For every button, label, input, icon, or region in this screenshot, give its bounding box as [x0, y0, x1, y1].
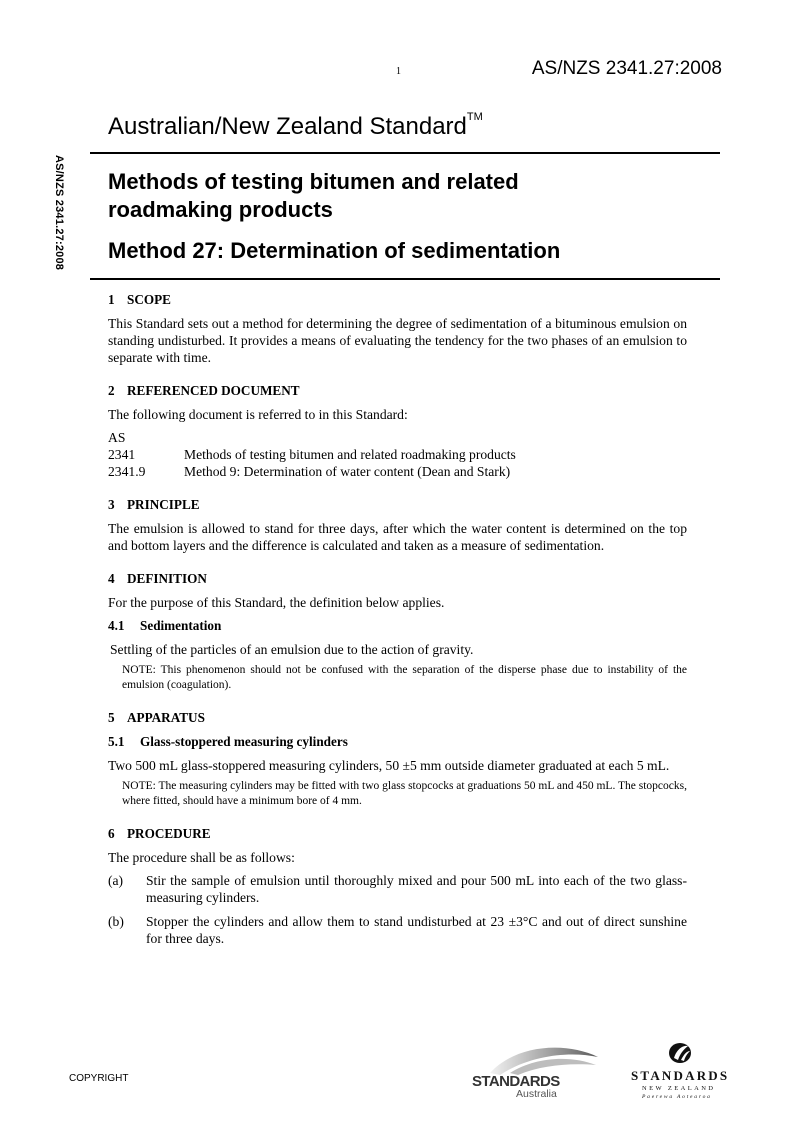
section-title: APPARATUS — [127, 710, 205, 725]
section-principle — [108, 496, 687, 554]
standards-new-zealand-emblem-icon — [630, 1040, 730, 1100]
reference-group: AS — [108, 430, 126, 445]
paragraph: The following document is referred to in this Standard: — [108, 407, 408, 422]
section-heading — [108, 496, 687, 514]
logo-snz-main: STANDARDS — [631, 1068, 730, 1083]
title-line-2: roadmaking products — [108, 197, 333, 222]
document-title — [108, 168, 708, 224]
note: NOTE: This phenomenon should not be confused with the separation of the disperse phase due to instability of the emulsion (coagulation). — [122, 664, 687, 691]
paragraph: The procedure shall be as follows: — [108, 850, 295, 865]
section-title: SCOPE — [127, 292, 171, 307]
list-item — [108, 913, 687, 947]
reference-title: Methods of testing bitumen and related roadmaking products — [184, 447, 516, 462]
subsection-number: 5.1 — [108, 734, 125, 749]
paragraph: The emulsion is allowed to stand for three days, after which the water content is determined on the top and bottom layers and the difference is calculated and taken as a measure of sedimentation. — [108, 521, 687, 553]
reference-code: 2341 — [108, 447, 136, 462]
subsection-title: Sedimentation — [140, 618, 222, 633]
subsection-heading — [108, 617, 687, 635]
section-apparatus — [108, 709, 687, 809]
section-number: 6 — [108, 826, 115, 841]
logo-snz-tag: Paerewa Aotearoa — [642, 1094, 712, 1100]
list-label: (a) — [108, 873, 124, 888]
side-label — [53, 155, 73, 295]
page-number: 1 — [396, 66, 401, 77]
section-number: 5 — [108, 710, 115, 725]
list-label: (b) — [108, 914, 124, 929]
section-referenced-document — [108, 382, 687, 480]
section-title: PROCEDURE — [127, 826, 211, 841]
reference-code: 2341.9 — [108, 464, 146, 479]
trademark: TM — [466, 111, 483, 123]
document-body — [108, 291, 687, 954]
paragraph: For the purpose of this Standard, the definition below applies. — [108, 595, 445, 610]
paragraph: Two 500 mL glass-stoppered measuring cylinders, 50 ±5 mm outside diameter graduated at each 5 mL. — [108, 758, 670, 773]
section-scope — [108, 291, 687, 366]
section-heading — [108, 570, 687, 588]
top-rule — [90, 152, 720, 154]
section-heading — [108, 291, 687, 309]
bottom-rule — [90, 278, 720, 280]
section-heading — [108, 709, 687, 727]
section-heading — [108, 382, 687, 400]
standards-australia-logo — [470, 1043, 600, 1101]
subsection-title: Glass-stoppered measuring cylinders — [140, 734, 348, 749]
paragraph: Settling of the particles of an emulsion due to the action of gravity. — [110, 642, 474, 657]
brand-title-text: Australian/New Zealand Standard — [108, 113, 467, 140]
section-number: 1 — [108, 292, 115, 307]
title-line-1: Methods of testing bitumen and related — [108, 169, 519, 194]
section-number: 2 — [108, 383, 115, 398]
reference-item — [108, 463, 687, 480]
standard-number: AS/NZS 2341.27:2008 — [531, 58, 722, 79]
subsection-number: 4.1 — [108, 618, 125, 633]
reference-title: Method 9: Determination of water content (Dean and Stark) — [184, 464, 511, 479]
logo-snz-sub: NEW ZEALAND — [642, 1085, 716, 1092]
note: NOTE: The measuring cylinders may be fitted with two glass stopcocks at graduations 50 mL and 450 mL. The stopcocks, where fitted, should have a minimum bore of 4 mm. — [122, 780, 687, 807]
standards-new-zealand-logo — [630, 1040, 730, 1100]
list-text: Stir the sample of emulsion until thoroughly mixed and pour 500 mL into each of the two glass-measuring cylinders. — [146, 873, 687, 905]
copyright: COPYRIGHT — [69, 1073, 129, 1084]
list-text: Stopper the cylinders and allow them to stand undisturbed at 23 ±3°C and out of direct sunshine for three days. — [146, 914, 687, 946]
reference-list — [108, 429, 687, 480]
section-number: 4 — [108, 571, 115, 586]
section-title: DEFINITION — [127, 571, 207, 586]
side-label-text: AS/NZS 2341.27:2008 — [53, 155, 65, 271]
logo-sa-main: STANDARDS — [472, 1073, 560, 1090]
paragraph: This Standard sets out a method for determining the degree of sedimentation of a bituminous emulsion on standing undisturbed. It provides a means of evaluating the tendency for the two phases of an emulsion to separate with time. — [108, 316, 687, 365]
logo-sa-sub: Australia — [516, 1088, 557, 1100]
method-title: Method 27: Determination of sedimentation — [108, 238, 561, 263]
section-number: 3 — [108, 497, 115, 512]
subsection-heading — [108, 733, 687, 751]
standards-australia-swoosh-icon — [470, 1043, 600, 1101]
list-item — [108, 872, 687, 906]
reference-item — [108, 446, 687, 463]
section-title: REFERENCED DOCUMENT — [127, 383, 300, 398]
brand-title — [108, 113, 483, 141]
section-procedure — [108, 825, 687, 947]
section-title: PRINCIPLE — [127, 497, 200, 512]
section-heading — [108, 825, 687, 843]
section-definition — [108, 570, 687, 693]
